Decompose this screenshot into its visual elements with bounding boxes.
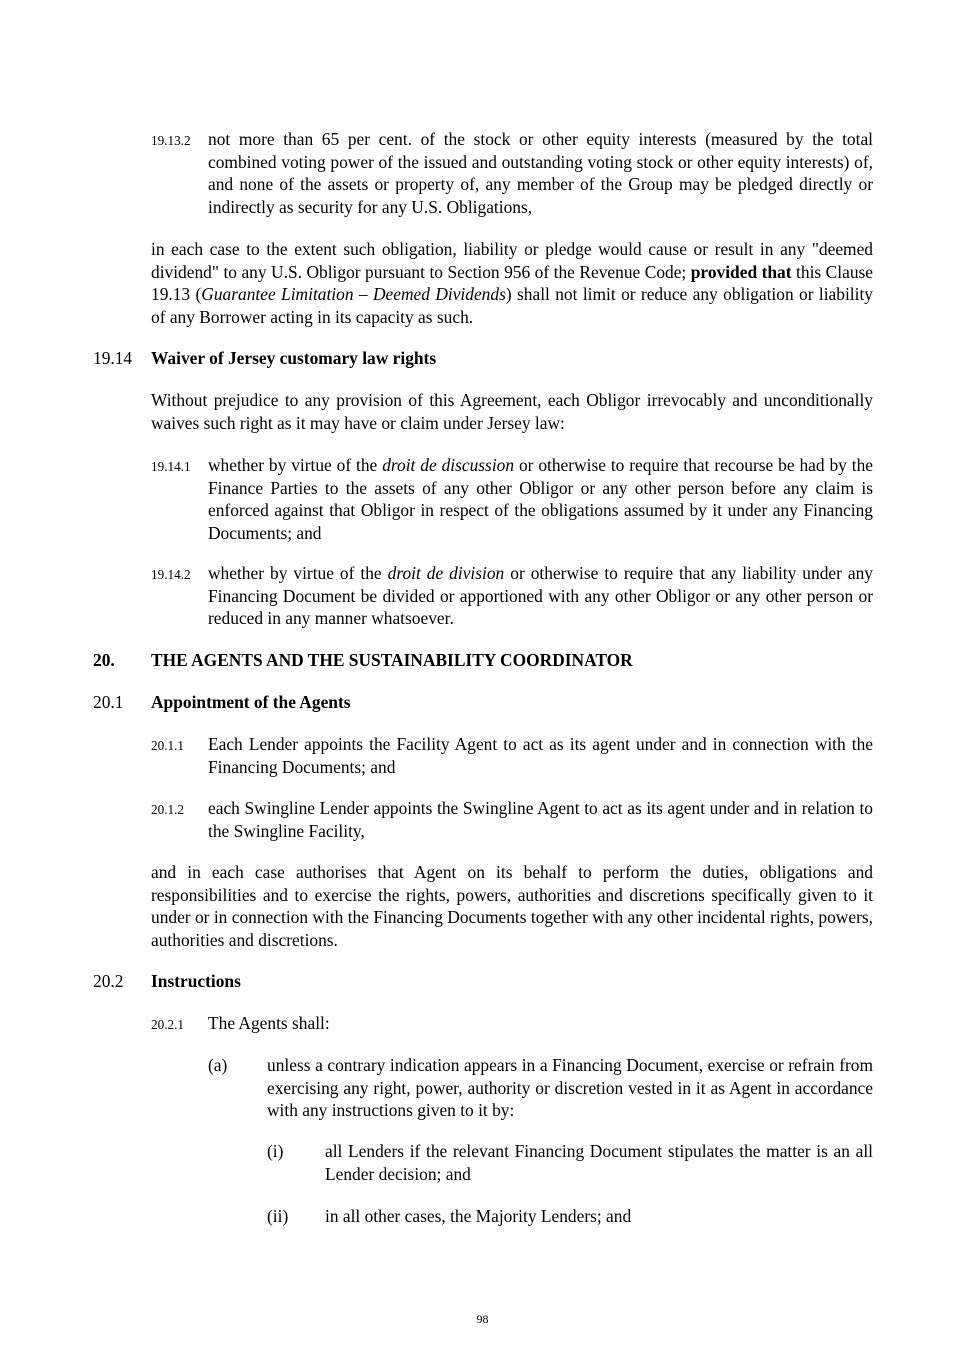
list-item-text: in all other cases, the Majority Lenders; and	[325, 1206, 632, 1226]
paragraph-bold-text: provided that	[690, 261, 792, 282]
clause-italic-text: droit de division	[387, 563, 505, 583]
clause-text: Each Lender appoints the Facility Agent to act as its agent under and in connection with the Financing Documents; and	[208, 734, 873, 777]
clause-italic-text: droit de discussion	[382, 455, 515, 475]
clause-number: 20.1.2	[151, 802, 184, 817]
clause-text-part: whether by virtue of the	[208, 455, 383, 475]
paragraph-text: in each case to the extent such obligation, liability or pledge would cause or result in any "deemed dividend" to any U.S. Obligor pursuant to Section 956 of the Revenue Code;	[151, 239, 873, 282]
clause-text-part: whether by virtue of the	[208, 563, 388, 583]
clause-number: 20.1.1	[151, 738, 184, 753]
list-label: (ii)	[267, 1206, 289, 1226]
section-number: 20.1	[93, 692, 124, 712]
clause-text-part: or otherwise to require that any liability under any Financing Document be divided or apportioned with any other Obligor or any other person or reduced in any manner whatsoever.	[208, 563, 873, 628]
section-heading: THE AGENTS AND THE SUSTAINABILITY COORDINATOR	[151, 650, 633, 670]
clause-number: 20.2.1	[151, 1017, 184, 1032]
section-heading: Waiver of Jersey customary law rights	[151, 348, 437, 368]
section-number: 19.14	[93, 348, 133, 368]
paragraph-text: this Clause 19.13 (	[151, 261, 873, 304]
section-heading: Instructions	[151, 971, 241, 991]
clause-text: not more than 65 per cent. of the stock or other equity interests (measured by the total combined voting power of the issued and outstanding voting stock or other equity interests) of, and none of the assets or property of, any member of the Group may be pledged directly or indirectly as security for any U.S. Obligations,	[208, 129, 873, 217]
clause-text: each Swingline Lender appoints the Swingline Agent to act as its agent under and in relation to the Swingline Facility,	[208, 798, 873, 841]
clause-text-part: or otherwise to require that recourse be had by the Finance Parties to the assets of any other Obligor or any other person before any claim is enforced against that Obligor in respect of the obligations assumed by it under any Financing Documents; and	[208, 455, 874, 543]
list-label: (a)	[208, 1055, 228, 1075]
paragraph-text: ) shall not limit or reduce any obligation or liability of any Borrower acting in its capacity as such.	[151, 284, 873, 327]
paragraph-deemed-dividend	[151, 238, 873, 328]
list-item-text: unless a contrary indication appears in a Financing Document, exercise or refrain from exercising any right, power, authority or discretion vested in it as Agent in accordance with any instructions given to it by:	[267, 1055, 873, 1120]
section-heading: Appointment of the Agents	[151, 692, 351, 712]
clause-text	[208, 454, 873, 544]
section-number: 20.	[93, 650, 115, 670]
clause-text: The Agents shall:	[208, 1013, 330, 1033]
clause-number: 19.14.2	[151, 567, 191, 582]
paragraph-italic-text: Guarantee Limitation – Deemed Dividends	[201, 284, 506, 304]
clause-number: 19.13.2	[151, 133, 191, 148]
page-number: 98	[476, 1312, 489, 1326]
list-label: (i)	[267, 1141, 284, 1161]
section-number: 20.2	[93, 971, 124, 991]
clause-number: 19.14.1	[151, 459, 191, 474]
list-item-text: all Lenders if the relevant Financing Document stipulates the matter is an all Lender decision; and	[325, 1141, 873, 1184]
paragraph-authorises: and in each case authorises that Agent on its behalf to perform the duties, obligations and responsibilities and to exercise the rights, powers, authorities and discretions specifically given to it under or in connection with the Financing Documents together with any other incidental rights, powers, authorities and discretions.	[151, 862, 873, 950]
clause-text	[208, 562, 873, 630]
section-intro: Without prejudice to any provision of this Agreement, each Obligor irrevocably and unconditionally waives such right as it may have or claim under Jersey law:	[151, 390, 873, 433]
